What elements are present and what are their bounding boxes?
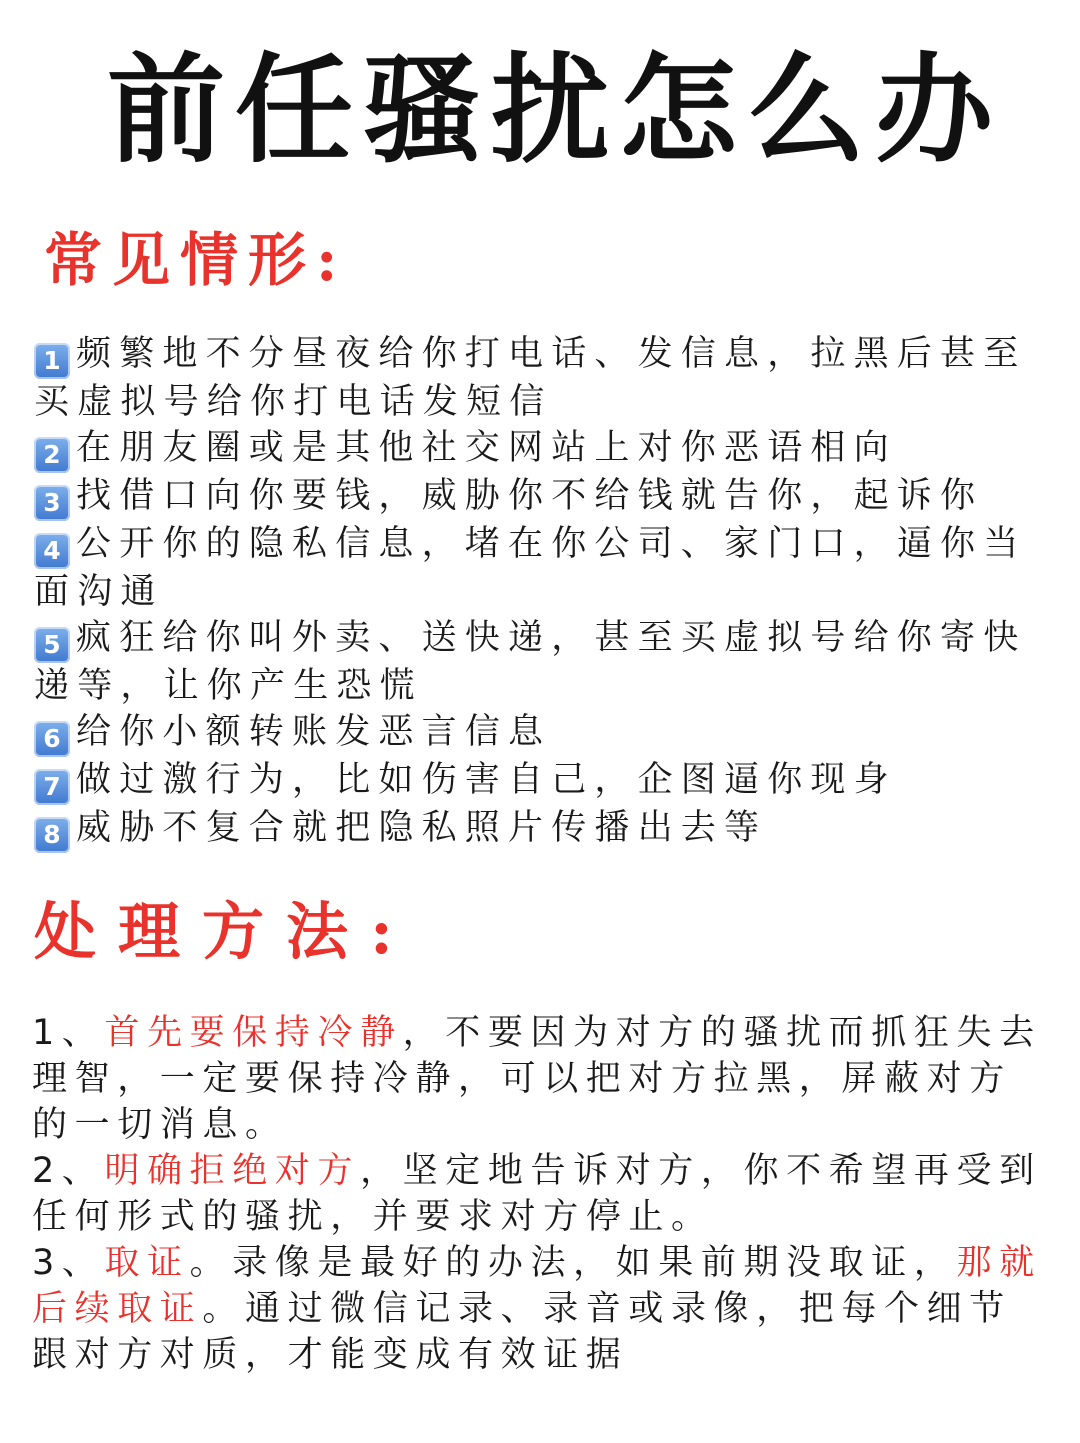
number-6-icon: 6: [34, 721, 70, 757]
list-item-text: 疯狂给你叫外卖、送快递，甚至买虚拟号给你寄快递等，让你产生恐慌: [34, 618, 1027, 706]
list-item: [34, 709, 1044, 757]
method-text: 。通过微信记录、录音或录像，把每个细节跟对方对质，才能变成有效证据: [32, 1289, 1012, 1375]
list-item: [34, 331, 1044, 425]
list-item: [34, 521, 1044, 615]
list-item: [34, 425, 1044, 473]
method-item-1: [32, 1010, 1052, 1148]
number-7-icon: 7: [34, 769, 70, 805]
number-5-icon: 5: [34, 627, 70, 663]
list-item-text: 给你小额转账发恶言信息: [76, 712, 552, 752]
method-text: 。录像是最好的办法，如果前期没取证，: [189, 1243, 957, 1283]
number-8-icon: 8: [34, 817, 70, 853]
list-item-text: 公开你的隐私信息，堵在你公司、家门口，逼你当面沟通: [34, 524, 1027, 612]
list-item-text: 频繁地不分昼夜给你打电话、发信息，拉黑后甚至买虚拟号给你打电话发短信: [34, 334, 1027, 422]
method-item-3: [32, 1240, 1052, 1378]
number-4-icon: 4: [34, 533, 70, 569]
method-highlight: 首先要保持冷静: [104, 1013, 403, 1053]
list-item: [34, 805, 1044, 853]
method-item-2: [32, 1148, 1052, 1240]
list-item-text: 做过激行为，比如伤害自己，企图逼你现身: [76, 760, 897, 800]
list-item-text: 威胁不复合就把隐私照片传播出去等: [76, 808, 768, 848]
section-heading-handling-methods: 处理方法:: [34, 895, 415, 968]
method-highlight: 明确拒绝对方: [104, 1151, 361, 1191]
number-1-icon: 1: [34, 343, 70, 379]
list-item-text: 在朋友圈或是其他社交网站上对你恶语相向: [76, 428, 897, 468]
list-item: [34, 473, 1044, 521]
method-text: ，不要因为对方的骚扰而抓狂失去理智，一定要保持冷静，可以把对方拉黑，屏蔽对方的一切消息。: [32, 1013, 1042, 1145]
number-3-icon: 3: [34, 485, 70, 521]
method-number: 3、: [32, 1243, 105, 1283]
list-item: [34, 615, 1044, 709]
section-heading-common-situations: 常见情形:: [44, 226, 348, 294]
list-item-text: 找借口向你要钱，威胁你不给钱就告你，起诉你: [76, 476, 984, 516]
method-highlight: 那就后续取证: [32, 1243, 1042, 1329]
method-highlight: 取证: [104, 1243, 190, 1283]
method-list: [32, 1010, 1052, 1378]
page-title: 前任骚扰怎么办: [106, 41, 1003, 179]
situation-list: [34, 331, 1044, 853]
number-2-icon: 2: [34, 437, 70, 473]
list-item: [34, 757, 1044, 805]
method-number: 1、: [32, 1013, 105, 1053]
method-text: ，坚定地告诉对方，你不希望再受到任何形式的骚扰，并要求对方停止。: [32, 1151, 1042, 1237]
method-number: 2、: [32, 1151, 105, 1191]
